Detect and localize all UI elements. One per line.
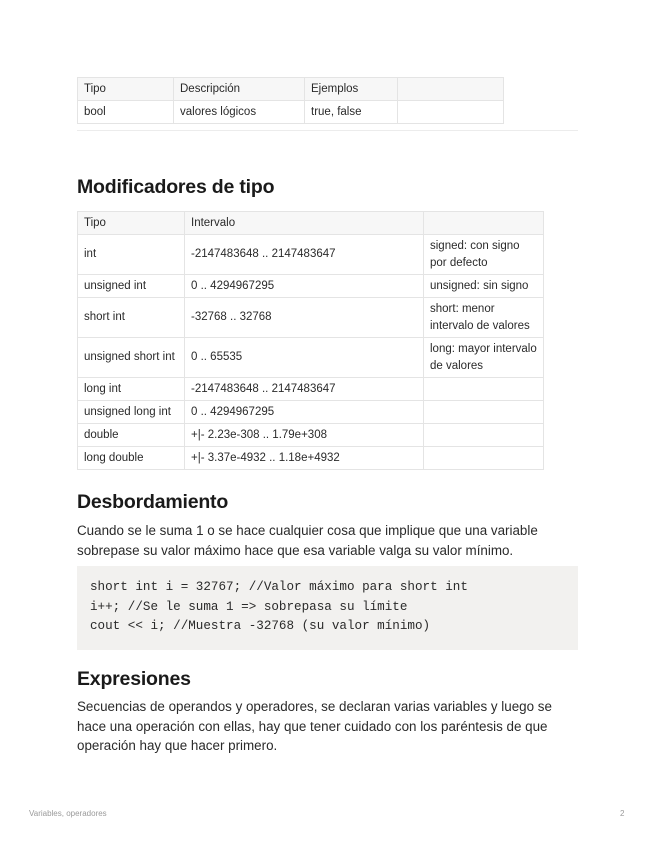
column-header: Tipo [78,212,185,235]
table-cell: bool [78,101,174,124]
table-cell [424,447,544,470]
table-row [78,424,544,447]
section-heading-modifiers: Modificadores de tipo [77,176,275,198]
column-header: Tipo [78,78,174,101]
table-cell [424,378,544,401]
table-header-row [78,78,504,101]
table-cell: true, false [305,101,398,124]
code-line: i++; //Se le suma 1 => sobrepasa su límite [90,599,408,614]
table-row [78,101,504,124]
table-cell: long: mayor intervalo de valores [424,338,544,378]
page-number: 2 [620,809,625,818]
table-cell [424,401,544,424]
table-cell: unsigned short int [78,338,185,378]
table-cell: unsigned long int [78,401,185,424]
table-cell: -2147483648 .. 2147483647 [185,235,424,275]
table-row [78,298,544,338]
table-cell: +|- 2.23e-308 .. 1.79e+308 [185,424,424,447]
table-cell: -2147483648 .. 2147483647 [185,378,424,401]
table-row [78,401,544,424]
column-header: Ejemplos [305,78,398,101]
code-line: short int i = 32767; //Valor máximo para short int [90,580,468,594]
table-row [78,338,544,378]
table-cell: 0 .. 4294967295 [185,275,424,298]
column-header [398,78,504,101]
table-row [78,378,544,401]
table-cell: short: menor intervalo de valores [424,298,544,338]
table-row [78,275,544,298]
column-header: Descripción [174,78,305,101]
table-cell: +|- 3.37e-4932 .. 1.18e+4932 [185,447,424,470]
table-cell: long int [78,378,185,401]
table-cell: -32768 .. 32768 [185,298,424,338]
modifiers-table [77,211,544,470]
overflow-paragraph: Cuando se le suma 1 o se hace cualquier cosa que implique que una variable sobrepase su valor máximo hace que esa variable valga su valor mínimo. [77,523,538,558]
table-cell [398,101,504,124]
table-cell: signed: con signo por defecto [424,235,544,275]
divider [77,130,578,131]
table-cell: short int [78,298,185,338]
footer-title: Variables, operadores [29,809,107,818]
table-header-row [78,212,544,235]
column-header [424,212,544,235]
table-cell: unsigned int [78,275,185,298]
table-cell: 0 .. 4294967295 [185,401,424,424]
section-heading-overflow: Desbordamiento [77,491,229,513]
table-cell: 0 .. 65535 [185,338,424,378]
table-row [78,235,544,275]
column-header: Intervalo [185,212,424,235]
code-block [77,566,578,650]
table-cell: valores lógicos [174,101,305,124]
table-cell: long double [78,447,185,470]
table-cell: unsigned: sin signo [424,275,544,298]
code-line: cout << i; //Muestra -32768 (su valor mínimo) [90,619,431,633]
table-cell [424,424,544,447]
table-row [78,447,544,470]
table-cell: int [78,235,185,275]
types-table [77,77,504,124]
table-cell: double [78,424,185,447]
section-heading-expressions: Expresiones [77,668,191,690]
expressions-paragraph: Secuencias de operandos y operadores, se declaran varias variables y luego se hace una operación con ellas, hay que tener cuidado con los paréntesis de que operación hay que hacer primero. [77,699,552,753]
